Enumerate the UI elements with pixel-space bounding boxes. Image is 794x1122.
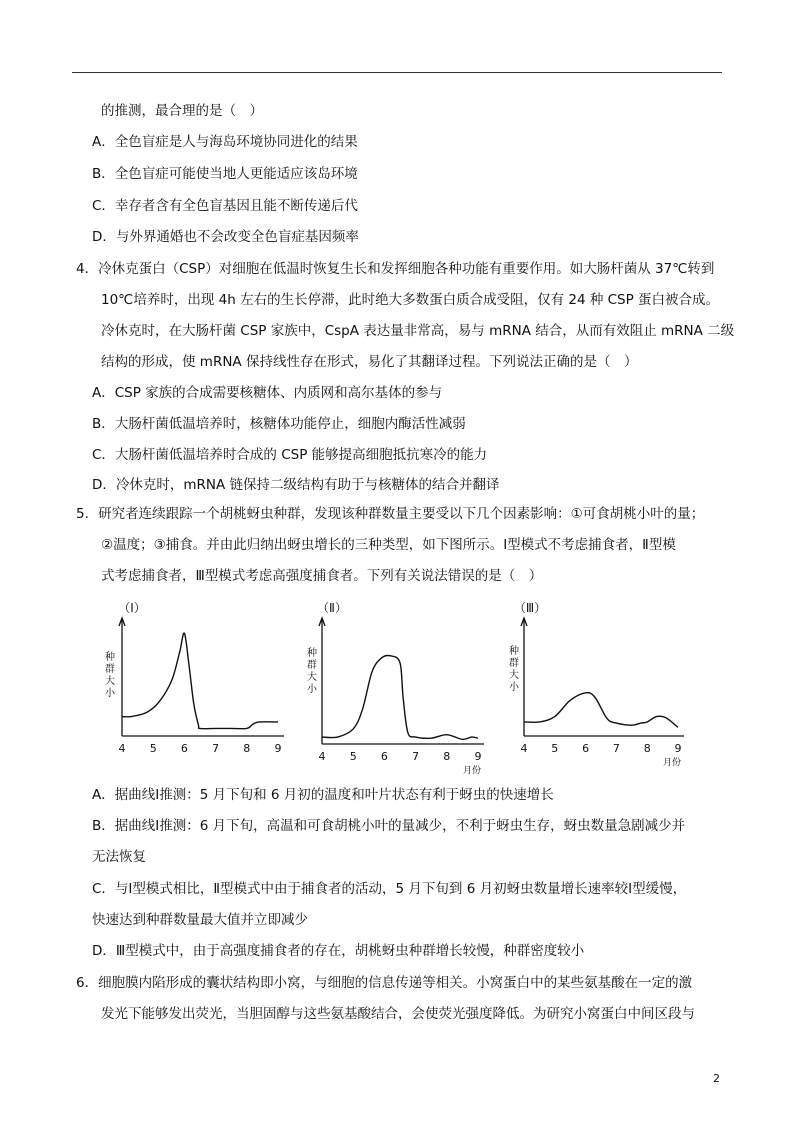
q5-stem-line-2: ②温度；③捕食。并由此归纳出蚜虫增长的三种类型，如下图所示。Ⅰ型模式不考虑捕食者，Ⅱ型模 xyxy=(101,537,676,553)
y-axis-label-char: 小 xyxy=(307,684,317,695)
q3-stem-tail: 的推测，最合理的是（ ） xyxy=(101,103,263,119)
y-axis-label-char: 群 xyxy=(105,664,115,675)
q5-option-d: D．Ⅲ型模式中，由于高强度捕食者的存在，胡桃蚜虫种群增长较慢，种群密度较小 xyxy=(92,943,585,959)
x-tick-label: 8 xyxy=(443,750,451,763)
chart-type-1 xyxy=(100,598,300,776)
series-line xyxy=(122,633,278,729)
x-axis-label: 月份 xyxy=(662,758,682,768)
q5-option-c-cont: 快速达到种群数量最大值并立即减少 xyxy=(92,912,308,928)
q4-option-c: C．大肠杆菌低温培养时合成的 CSP 能够提高细胞抵抗寒冷的能力 xyxy=(92,447,488,463)
q4-option-d: D．冷休克时，mRNA 链保持二级结构有助于与核糖体的结合并翻译 xyxy=(92,477,500,493)
x-tick-label: 7 xyxy=(612,742,620,755)
x-tick-label: 6 xyxy=(582,742,590,755)
x-tick-label: 4 xyxy=(520,742,528,755)
chart-title: （Ⅱ） xyxy=(317,601,347,615)
x-tick-label: 9 xyxy=(274,742,282,755)
q5-option-a: A．据曲线Ⅰ推测：5 月下旬和 6 月初的温度和叶片状态有利于蚜虫的快速增长 xyxy=(92,787,554,803)
y-axis-label-char: 小 xyxy=(105,688,115,699)
chart-title: （Ⅲ） xyxy=(513,601,547,615)
x-tick-label: 7 xyxy=(412,750,420,763)
x-tick-label: 9 xyxy=(674,742,682,755)
y-axis-label-char: 种 xyxy=(509,646,519,657)
q3-option-d: D．与外界通婚也不会改变全色盲症基因频率 xyxy=(92,229,359,245)
x-tick-label: 9 xyxy=(474,750,482,763)
y-axis-label-char: 种 xyxy=(105,652,115,663)
q3-option-b: B．全色盲症可能使当地人更能适应该岛环境 xyxy=(92,166,358,182)
x-tick-label: 6 xyxy=(180,742,188,755)
chart-type-3 xyxy=(500,598,700,776)
y-axis-label-char: 种 xyxy=(307,648,317,659)
chart-type-2 xyxy=(300,598,500,776)
y-axis-label-char: 大 xyxy=(105,676,115,687)
x-tick-label: 4 xyxy=(318,750,326,763)
x-tick-label: 5 xyxy=(551,742,559,755)
x-tick-label: 8 xyxy=(243,742,251,755)
q5-stem-line-3: 式考虑捕食者，Ⅲ型模式考虑高强度捕食者。下列有关说法错误的是（ ） xyxy=(101,568,543,584)
chart-title: （Ⅰ） xyxy=(118,601,146,615)
page-number: 2 xyxy=(713,1072,720,1085)
q4-option-b: B．大肠杆菌低温培养时，核糖体功能停止，细胞内酶活性减弱 xyxy=(92,416,466,432)
y-axis-label-char: 群 xyxy=(509,658,519,669)
q4-option-a: A．CSP 家族的合成需要核糖体、内质网和高尔基体的参与 xyxy=(92,385,443,401)
q6-stem-line-1: 6．细胞膜内陷形成的囊状结构即小窝，与细胞的信息传递等相关。小窝蛋白中的某些氨基酸在一定的激 xyxy=(76,975,693,991)
q6-stem-line-2: 发光下能够发出荧光，当胆固醇与这些氨基酸结合，会使荧光强度降低。为研究小窝蛋白中间区段与 xyxy=(101,1006,695,1022)
q4-stem-line-1: 4．冷休克蛋白（CSP）对细胞在低温时恢复生长和发挥细胞各种功能有重要作用。如大肠杆菌从 37℃转到 xyxy=(76,261,715,277)
y-axis-label-char: 群 xyxy=(307,660,317,671)
q5-option-b-cont: 无法恢复 xyxy=(92,849,146,865)
series-line xyxy=(322,655,478,739)
x-tick-label: 8 xyxy=(643,742,651,755)
x-tick-label: 5 xyxy=(349,750,357,763)
y-axis-label-char: 小 xyxy=(509,682,519,693)
q3-option-a: A．全色盲症是人与海岛环境协同进化的结果 xyxy=(92,134,358,150)
x-tick-label: 4 xyxy=(118,742,126,755)
y-axis-label-char: 大 xyxy=(509,670,519,681)
q4-stem-line-4: 结构的形成，使 mRNA 保持线性存在形式，易化了其翻译过程。下列说法正确的是（ ） xyxy=(101,354,638,370)
x-tick-label: 6 xyxy=(380,750,388,763)
x-tick-label: 5 xyxy=(149,742,157,755)
q4-stem-line-2: 10℃培养时，出现 4h 左右的生长停滞，此时绝大多数蛋白质合成受阻，仅有 24 种 CSP 蛋白被合成。 xyxy=(101,292,720,308)
x-tick-label: 7 xyxy=(212,742,220,755)
q5-option-b: B．据曲线Ⅰ推测：6 月下旬，高温和可食胡桃小叶的量减少，不利于蚜虫生存，蚜虫数量急剧减少并 xyxy=(92,818,686,834)
y-axis-label-char: 大 xyxy=(307,672,317,683)
q3-option-c: C．幸存者含有全色盲基因且能不断传递后代 xyxy=(92,198,358,214)
q5-stem-line-1: 5．研究者连续跟踪一个胡桃蚜虫种群，发现该种群数量主要受以下几个因素影响：①可食胡桃小叶的量； xyxy=(76,506,705,522)
series-line xyxy=(524,693,678,728)
header-rule xyxy=(72,72,722,73)
x-axis-label: 月份 xyxy=(462,766,482,776)
q4-stem-line-3: 冷休克时，在大肠杆菌 CSP 家族中，CspA 表达量非常高，易与 mRNA 结合，从而有效阻止 mRNA 二级 xyxy=(101,323,735,339)
q5-option-c: C．与Ⅰ型模式相比，Ⅱ型模式中由于捕食者的活动，5 月下旬到 6 月初蚜虫数量增长速率较Ⅰ型缓慢， xyxy=(92,881,687,897)
